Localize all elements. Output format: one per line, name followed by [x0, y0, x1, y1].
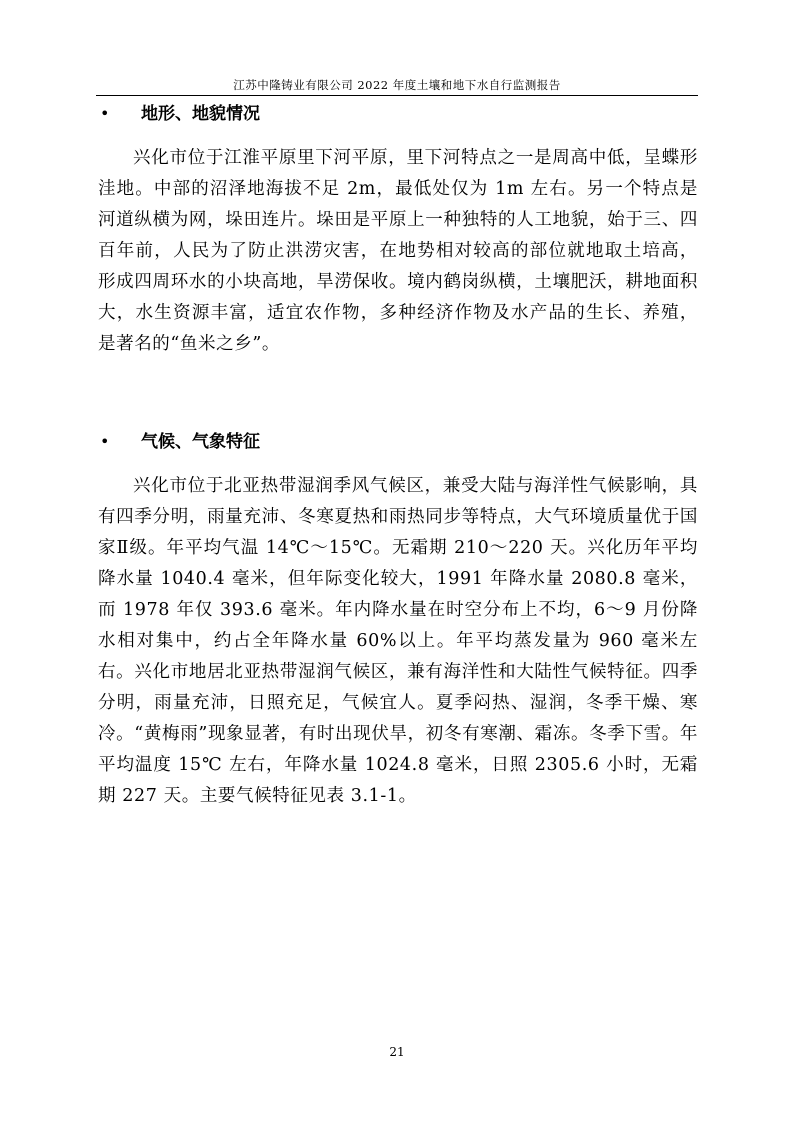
bullet-icon: •: [100, 104, 110, 123]
report-header-title: 江苏中隆铸业有限公司 2022 年度土壤和地下水自行监测报告: [233, 78, 561, 92]
page-number: 21: [389, 1045, 405, 1059]
header-divider: [96, 95, 698, 96]
paragraph-climate: 兴化市位于北亚热带湿润季风气候区，兼受大陆与海洋性气候影响，具有四季分明，雨量充沛、冬寒夏热和雨热同步等特点，大气环境质量优于国家Ⅱ级。年平均气温 14℃～15℃。无霜期 210～220 天。兴化历年平均降水量 1040.4 毫米，但年际变化较大，1991 年降水量 2080.8 毫米，而 1978 年仅 393.6 毫米。年内降水量在时空分布上不均，6～9 月份降水相对集中，约占全年降水量 60%以上。年平均蒸发量为 960 毫米左右。兴化市地居北亚热带湿润气候区，兼有海洋性和大陆性气候特征。四季分明，雨量充沛，日照充足，气候宜人。夏季闷热、湿润，冬季干燥、寒冷。“黄梅雨”现象显著，有时出现伏旱，初冬有寒潮、霜冻。冬季下雪。年平均温度 15℃ 左右，年降水量 1024.8 毫米，日照 2305.6 小时，无霜期 227 天。主要气候特征见表 3.1-1。: [98, 476, 698, 806]
section-title-climate: 气候、气象特征: [141, 432, 260, 452]
section-heading-climate: [96, 431, 698, 453]
section-title-terrain: 地形、地貌情况: [141, 104, 260, 124]
bullet-icon: •: [100, 432, 110, 451]
section-heading-terrain: [96, 103, 698, 125]
paragraph-terrain: 兴化市位于江淮平原里下河平原，里下河特点之一是周高中低，呈蝶形洼地。中部的沼泽地海拔不足 2m，最低处仅为 1m 左右。另一个特点是河道纵横为网，垛田连片。垛田是平原上一种独特的人工地貌，始于三、四百年前，人民为了防止洪涝灾害，在地势相对较高的部位就地取土培高， 形成四周环水的小块高地，旱涝保收。境内鹤岗纵横，土壤肥沃，耕地面积大，水生资源丰富，适宜农作物，多种经济作物及水产品的生长、养殖， 是著名的“鱼米之乡”。: [98, 148, 698, 354]
